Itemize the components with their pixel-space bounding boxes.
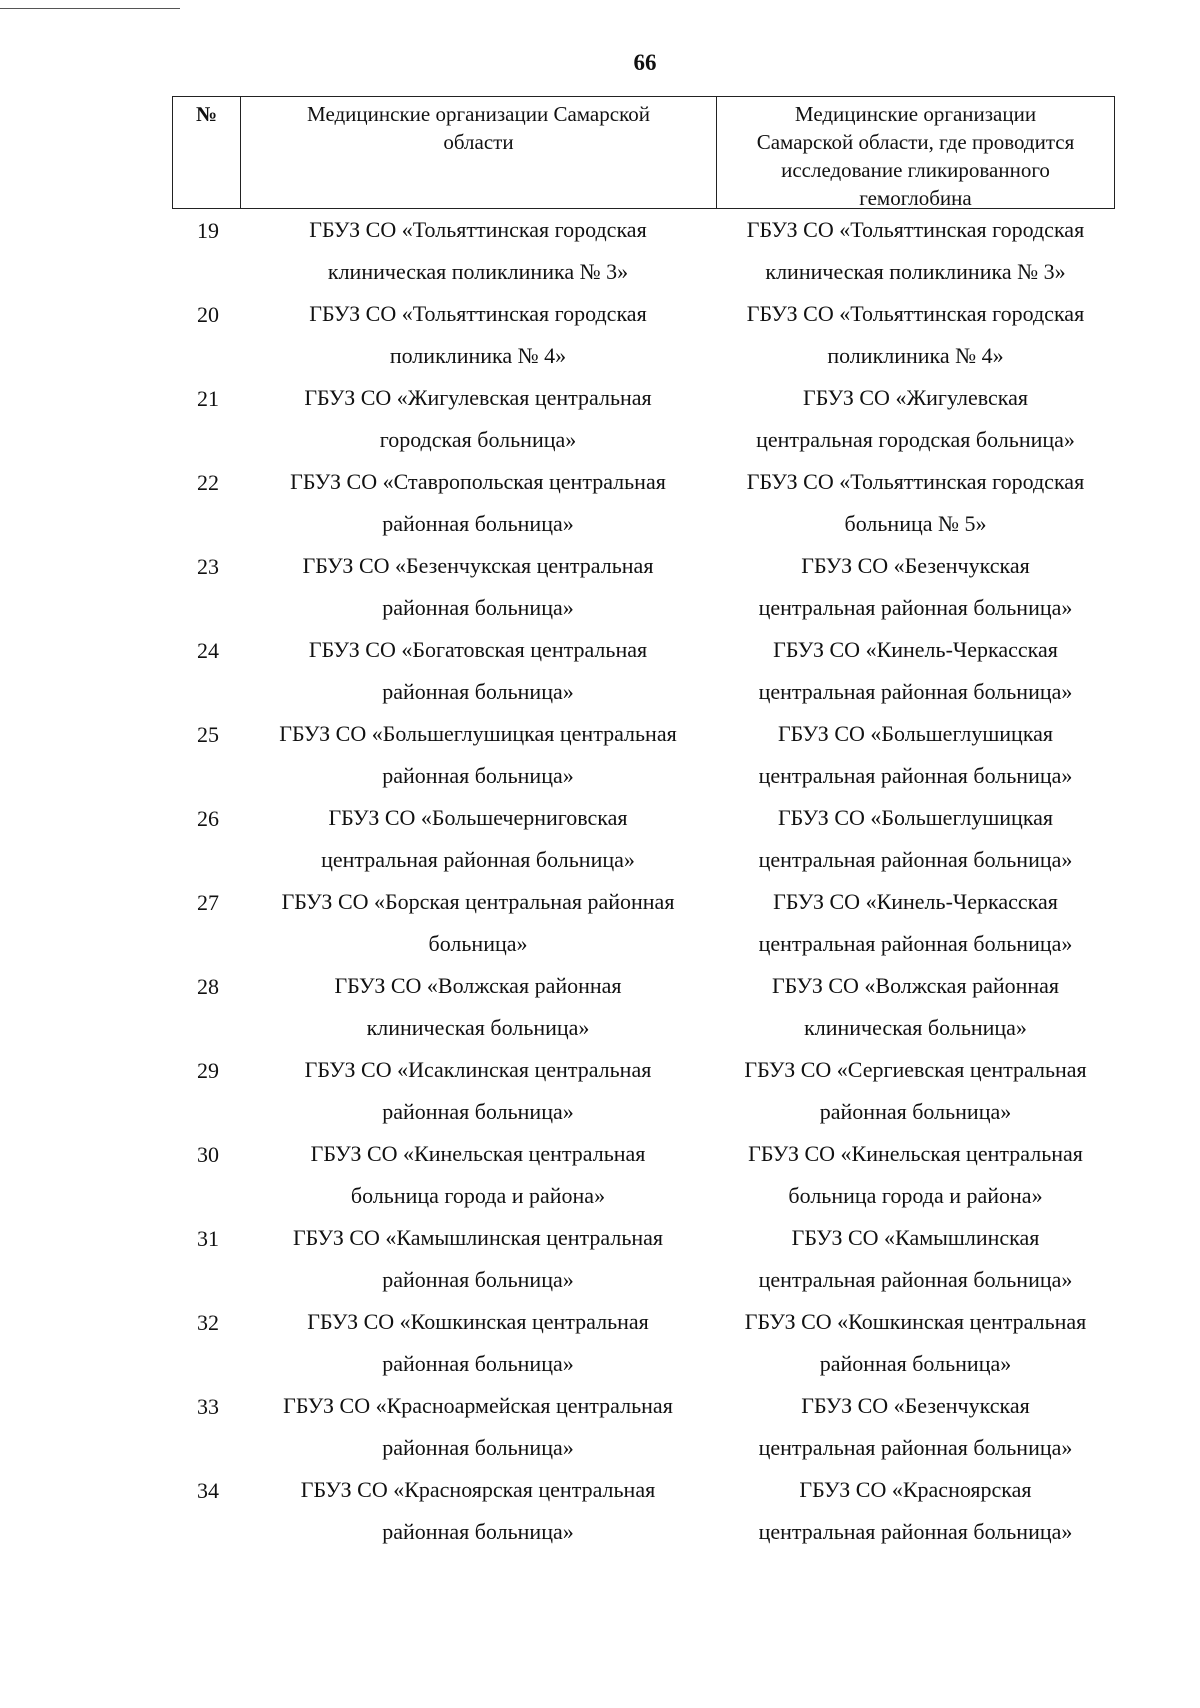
table-row xyxy=(172,966,1115,1050)
organization-cell xyxy=(240,1470,716,1554)
scan-edge-line xyxy=(0,8,180,9)
organization-line: клиническая больница» xyxy=(366,1015,590,1040)
organization-line: ГБУЗ СО «Борская центральная районная xyxy=(281,889,675,914)
lab-organization-line: центральная районная больница» xyxy=(758,847,1073,872)
organization-line: центральная районная больница» xyxy=(321,847,635,872)
table-row xyxy=(172,1470,1115,1554)
organization-line: ГБУЗ СО «Жигулевская центральная xyxy=(304,385,652,410)
organization-line: районная больница» xyxy=(382,763,574,788)
table-header xyxy=(172,96,1115,209)
table-row xyxy=(172,378,1115,462)
organization-line: ГБУЗ СО «Тольяттинская городская xyxy=(309,301,647,326)
row-number: 31 xyxy=(197,1226,219,1251)
organization-cell xyxy=(240,462,716,546)
lab-organization-line: центральная районная больница» xyxy=(758,1519,1073,1544)
lab-organization-cell xyxy=(716,462,1115,546)
lab-organization-line: центральная районная больница» xyxy=(758,595,1073,620)
row-number: 24 xyxy=(197,638,219,663)
row-number: 25 xyxy=(197,722,219,747)
table-row xyxy=(172,1386,1115,1470)
lab-organization-line: ГБУЗ СО «Большеглушицкая xyxy=(777,805,1054,830)
table-row xyxy=(172,1302,1115,1386)
organization-line: районная больница» xyxy=(382,1519,574,1544)
row-number: 32 xyxy=(197,1310,219,1335)
lab-organization-line: центральная районная больница» xyxy=(758,1267,1073,1292)
organization-cell xyxy=(240,1302,716,1386)
row-number: 34 xyxy=(197,1478,219,1503)
organization-line: клиническая поликлиника № 3» xyxy=(327,259,629,284)
lab-organization-line: ГБУЗ СО «Камышлинская xyxy=(791,1225,1040,1250)
header-lab-line: Самарской области, где проводится xyxy=(756,130,1075,154)
header-lab-line: гемоглобина xyxy=(859,186,972,210)
lab-organization-line: центральная районная больница» xyxy=(758,679,1073,704)
lab-organization-line: ГБУЗ СО «Сергиевская центральная xyxy=(744,1057,1087,1082)
organization-line: районная больница» xyxy=(382,1435,574,1460)
organization-line: больница» xyxy=(428,931,528,956)
lab-organization-cell xyxy=(716,1386,1115,1470)
lab-organization-line: клиническая больница» xyxy=(804,1015,1027,1040)
lab-organization-line: центральная городская больница» xyxy=(756,427,1075,452)
row-number: 33 xyxy=(197,1394,219,1419)
organization-cell xyxy=(240,546,716,630)
organization-cell xyxy=(240,966,716,1050)
lab-organization-line: ГБУЗ СО «Кинель-Черкасская xyxy=(773,889,1058,914)
lab-organization-line: ГБУЗ СО «Тольяттинская городская xyxy=(746,217,1085,242)
organization-line: ГБУЗ СО «Богатовская центральная xyxy=(308,637,648,662)
lab-organization-cell xyxy=(716,714,1115,798)
organization-cell xyxy=(240,1134,716,1218)
lab-organization-cell xyxy=(716,1050,1115,1134)
organization-line: ГБУЗ СО «Ставропольская центральная xyxy=(290,469,666,494)
table-row xyxy=(172,1050,1115,1134)
lab-organization-cell xyxy=(716,1134,1115,1218)
table-row xyxy=(172,210,1115,294)
lab-organization-line: ГБУЗ СО «Жигулевская xyxy=(803,385,1028,410)
table-row xyxy=(172,462,1115,546)
lab-organization-cell xyxy=(716,294,1115,378)
lab-organization-line: ГБУЗ СО «Большеглушицкая xyxy=(777,721,1054,746)
lab-organization-cell xyxy=(716,630,1115,714)
lab-organization-line: ГБУЗ СО «Тольяттинская городская xyxy=(746,301,1085,326)
organization-line: ГБУЗ СО «Исаклинская центральная xyxy=(304,1057,652,1082)
lab-organization-cell xyxy=(716,378,1115,462)
organization-line: ГБУЗ СО «Кошкинская центральная xyxy=(307,1309,649,1334)
lab-organization-line: ГБУЗ СО «Тольяттинская городская xyxy=(746,469,1085,494)
organization-line: ГБУЗ СО «Волжская районная xyxy=(334,973,622,998)
lab-organization-cell xyxy=(716,798,1115,882)
organization-line: ГБУЗ СО «Красноярская центральная xyxy=(300,1477,656,1502)
header-organizations-line: области xyxy=(443,130,514,154)
lab-organization-cell xyxy=(716,1470,1115,1554)
lab-organization-line: ГБУЗ СО «Безенчукская xyxy=(801,1393,1030,1418)
organization-line: районная больница» xyxy=(382,1267,574,1292)
lab-organization-line: больница города и района» xyxy=(788,1183,1043,1208)
lab-organization-line: ГБУЗ СО «Красноярская xyxy=(799,1477,1032,1502)
organization-cell xyxy=(240,1386,716,1470)
lab-organization-line: центральная районная больница» xyxy=(758,763,1073,788)
page-number: 66 xyxy=(633,50,657,75)
row-number: 30 xyxy=(197,1142,219,1167)
table-row xyxy=(172,1134,1115,1218)
lab-organization-line: районная больница» xyxy=(819,1099,1012,1124)
organization-line: ГБУЗ СО «Большечерниговская xyxy=(328,805,628,830)
lab-organization-line: центральная районная больница» xyxy=(758,1435,1073,1460)
table-row xyxy=(172,294,1115,378)
row-number: 22 xyxy=(197,470,219,495)
organization-cell xyxy=(240,378,716,462)
organization-line: ГБУЗ СО «Безенчукская центральная xyxy=(302,553,654,578)
row-number: 20 xyxy=(197,302,219,327)
header-lab-line: исследование гликированного xyxy=(781,158,1050,182)
organization-line: поликлиника № 4» xyxy=(389,343,567,368)
lab-organization-line: больница № 5» xyxy=(844,511,987,536)
organization-line: ГБУЗ СО «Камышлинская центральная xyxy=(292,1225,664,1250)
organization-line: районная больница» xyxy=(382,1099,574,1124)
lab-organization-line: ГБУЗ СО «Кинель-Черкасская xyxy=(773,637,1058,662)
organization-cell xyxy=(240,630,716,714)
header-organizations xyxy=(241,97,717,208)
lab-organization-cell xyxy=(716,210,1115,294)
row-number: 29 xyxy=(197,1058,219,1083)
header-lab-organizations xyxy=(717,97,1114,208)
lab-organization-cell xyxy=(716,1218,1115,1302)
table-row xyxy=(172,630,1115,714)
table-row xyxy=(172,546,1115,630)
header-lab-line: Медицинские организации xyxy=(794,102,1037,126)
lab-organization-cell xyxy=(716,1302,1115,1386)
organization-line: районная больница» xyxy=(382,1351,574,1376)
table-row xyxy=(172,882,1115,966)
lab-organization-cell xyxy=(716,546,1115,630)
organization-line: городская больница» xyxy=(379,427,577,452)
organization-line: районная больница» xyxy=(382,595,574,620)
organization-line: ГБУЗ СО «Тольяттинская городская xyxy=(309,217,647,242)
table-body xyxy=(172,210,1115,1554)
lab-organization-line: ГБУЗ СО «Волжская районная xyxy=(771,973,1060,998)
row-number: 23 xyxy=(197,554,219,579)
table-row xyxy=(172,798,1115,882)
header-number: № xyxy=(173,97,241,208)
lab-organization-line: клиническая поликлиника № 3» xyxy=(765,259,1066,284)
organization-line: ГБУЗ СО «Кинельская центральная xyxy=(310,1141,646,1166)
organization-cell xyxy=(240,714,716,798)
organization-cell xyxy=(240,1218,716,1302)
organization-line: ГБУЗ СО «Красноармейская центральная xyxy=(283,1393,673,1418)
lab-organization-line: районная больница» xyxy=(819,1351,1012,1376)
lab-organization-line: ГБУЗ СО «Кошкинская центральная xyxy=(744,1309,1087,1334)
row-number: 27 xyxy=(197,890,219,915)
organization-cell xyxy=(240,210,716,294)
header-organizations-line: Медицинские организации Самарской xyxy=(307,102,650,126)
lab-organization-line: центральная районная больница» xyxy=(758,931,1073,956)
organization-cell xyxy=(240,798,716,882)
table-row xyxy=(172,714,1115,798)
row-number: 28 xyxy=(197,974,219,999)
lab-organization-line: поликлиника № 4» xyxy=(827,343,1004,368)
lab-organization-cell xyxy=(716,882,1115,966)
organization-cell xyxy=(240,882,716,966)
row-number: 26 xyxy=(197,806,219,831)
row-number: 21 xyxy=(197,386,219,411)
organization-line: ГБУЗ СО «Большеглушицкая центральная xyxy=(279,721,677,746)
organization-line: районная больница» xyxy=(382,511,574,536)
lab-organization-line: ГБУЗ СО «Кинельская центральная xyxy=(748,1141,1083,1166)
lab-organization-cell xyxy=(716,966,1115,1050)
table-row xyxy=(172,1218,1115,1302)
lab-organization-line: ГБУЗ СО «Безенчукская xyxy=(801,553,1030,578)
organization-line: районная больница» xyxy=(382,679,574,704)
organization-line: больница города и района» xyxy=(350,1183,606,1208)
organization-cell xyxy=(240,294,716,378)
row-number: 19 xyxy=(197,218,219,243)
organization-cell xyxy=(240,1050,716,1134)
